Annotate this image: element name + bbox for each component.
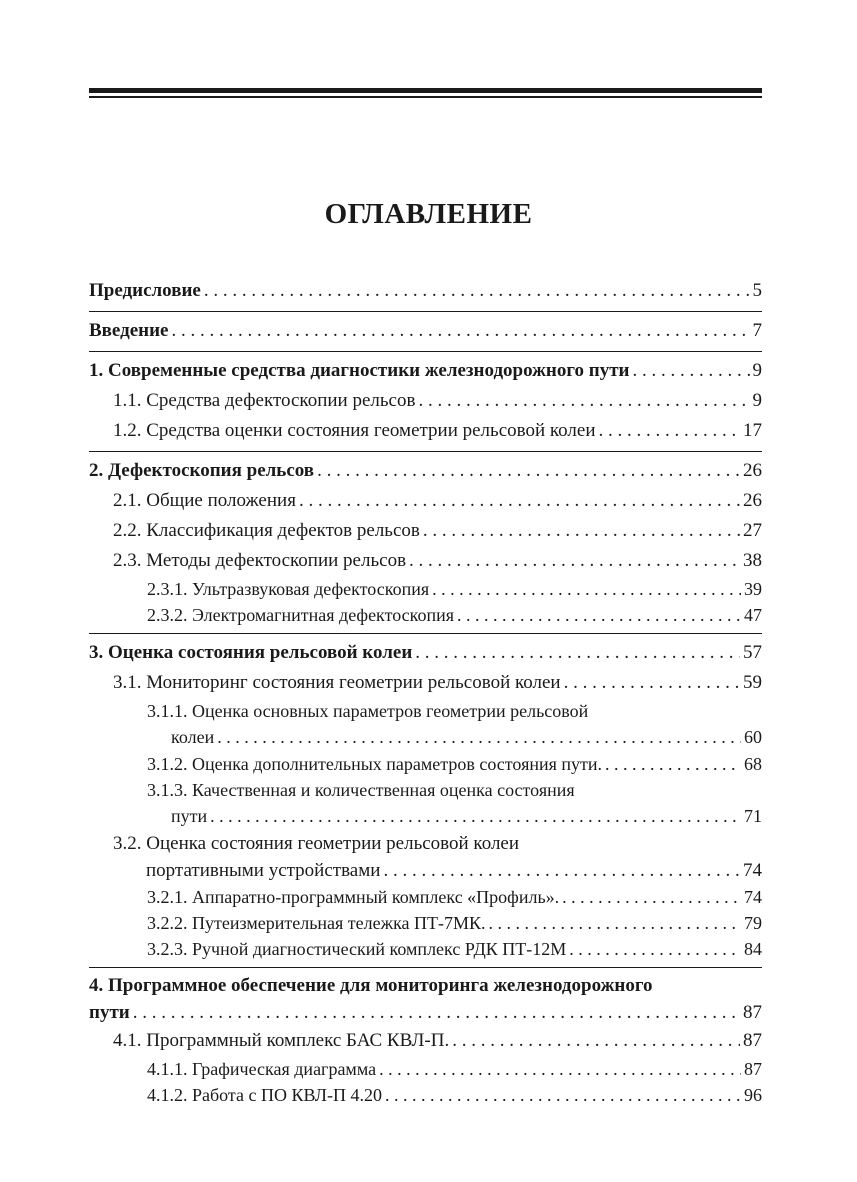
toc-page-number: 9 — [752, 360, 762, 381]
toc-entry-title: 3.2.3. Ручной диагностический комплекс РДК ПТ-12М — [147, 939, 567, 959]
toc-section — [89, 272, 762, 312]
toc-page-number: 84 — [744, 939, 762, 959]
dot-leader — [599, 416, 741, 446]
toc-entry[interactable] — [89, 638, 762, 668]
toc-entry-title: 3.2.2. Путеизмерительная тележка ПТ-7МК. — [147, 913, 486, 933]
dot-leader — [489, 910, 741, 936]
toc-entry-title: 4.1.1. Графическая диаграмма — [147, 1059, 377, 1079]
toc-page-number: 74 — [744, 887, 762, 907]
dot-leader — [423, 516, 740, 546]
dot-leader — [605, 751, 741, 777]
toc-entry[interactable] — [89, 972, 762, 999]
toc-entry-title: 2. Дефектоскопия рельсов — [89, 460, 315, 481]
toc-entry[interactable] — [89, 486, 762, 516]
toc-entry[interactable] — [89, 456, 762, 486]
header-rule-thick — [89, 88, 762, 93]
toc-entry-title: 3.1.1. Оценка основных параметров геометрии рельсовой — [147, 701, 589, 721]
toc-page-number: 96 — [744, 1085, 762, 1105]
dot-leader — [379, 1056, 741, 1082]
toc-entry-continuation[interactable] — [89, 803, 762, 830]
dot-leader — [418, 386, 749, 416]
toc-page-number: 27 — [743, 520, 762, 541]
toc-entry[interactable] — [89, 1082, 762, 1108]
toc-section — [89, 968, 762, 1113]
toc-entry-title: 3.1.3. Качественная и количественная оценка состояния — [147, 780, 575, 800]
toc-page-number: 5 — [752, 280, 762, 301]
toc-entry[interactable] — [89, 936, 762, 962]
toc-entry[interactable] — [89, 386, 762, 416]
toc-entry[interactable] — [89, 416, 762, 446]
toc-entry[interactable] — [89, 698, 762, 724]
dot-leader — [210, 803, 741, 830]
toc-entry[interactable] — [89, 546, 762, 576]
toc-entry-continuation[interactable] — [89, 999, 762, 1026]
dot-leader — [385, 1082, 741, 1108]
toc-entry[interactable] — [89, 884, 762, 910]
toc-entry[interactable] — [89, 602, 762, 628]
toc-entry-title: 4. Программное обеспечение для мониторинга железнодорожного — [89, 975, 653, 996]
toc-page-number: 60 — [744, 727, 762, 747]
toc-entry-title: 1. Современные средства диагностики железнодорожного пути — [89, 360, 630, 381]
toc-entry-title: 3.1.2. Оценка дополнительных параметров состояния пути. — [147, 754, 603, 774]
toc-entry-title: 2.3. Методы дефектоскопии рельсов — [113, 550, 407, 571]
dot-leader — [415, 638, 740, 668]
toc-page-number: 38 — [743, 550, 762, 571]
toc-entry[interactable] — [89, 751, 762, 777]
toc-page-number: 87 — [744, 1059, 762, 1079]
dot-leader — [172, 316, 750, 346]
dot-leader — [562, 884, 741, 910]
toc-entry-continuation[interactable] — [89, 857, 762, 884]
toc-page-number: 74 — [743, 860, 762, 881]
toc-page-number: 47 — [744, 605, 762, 625]
dot-leader — [457, 602, 741, 628]
dot-leader — [317, 456, 740, 486]
toc-section — [89, 634, 762, 968]
toc-entry[interactable] — [89, 316, 762, 346]
toc-entry[interactable] — [89, 276, 762, 306]
toc-entry-title: 2.3.1. Ультразвуковая дефектоскопия — [147, 579, 430, 599]
toc-page-number: 26 — [743, 490, 762, 511]
toc-section — [89, 352, 762, 452]
toc-entry[interactable] — [89, 1026, 762, 1056]
table-of-contents — [89, 272, 762, 1113]
toc-entry[interactable] — [89, 1056, 762, 1082]
toc-entry-title: 2.3.2. Электромагнитная дефектоскопия — [147, 605, 455, 625]
toc-page-number: 79 — [744, 913, 762, 933]
toc-page-number: 59 — [743, 672, 762, 693]
toc-entry-title-continued: пути — [171, 806, 208, 826]
toc-entry[interactable] — [89, 668, 762, 698]
toc-page-number: 57 — [743, 642, 762, 663]
toc-entry-title-continued: портативными устройствами — [146, 860, 381, 881]
dot-leader — [432, 576, 741, 602]
toc-entry-title: Предисловие — [89, 280, 201, 301]
toc-entry-title: 4.1. Программный комплекс БАС КВЛ-П. — [113, 1030, 450, 1051]
dot-leader — [633, 356, 750, 386]
toc-entry-title: 3.1. Мониторинг состояния геометрии рельсовой колеи — [113, 672, 561, 693]
toc-page-number: 71 — [744, 806, 762, 826]
toc-entry-title: 3. Оценка состояния рельсовой колеи — [89, 642, 413, 663]
toc-entry-title: Введение — [89, 320, 169, 341]
toc-page-number: 87 — [743, 1030, 762, 1051]
toc-page-number: 87 — [743, 1002, 762, 1023]
toc-entry-title: 3.2. Оценка состояния геометрии рельсовой колеи — [113, 833, 520, 854]
toc-entry-continuation[interactable] — [89, 724, 762, 751]
toc-entry[interactable] — [89, 576, 762, 602]
toc-section — [89, 312, 762, 352]
dot-leader — [564, 668, 740, 698]
toc-entry-title: 1.2. Средства оценки состояния геометрии рельсовой колеи — [113, 420, 596, 441]
dot-leader — [452, 1026, 740, 1056]
toc-entry-title: 4.1.2. Работа с ПО КВЛ-П 4.20 — [147, 1085, 383, 1105]
toc-page-number: 17 — [743, 420, 762, 441]
dot-leader — [383, 857, 740, 884]
toc-entry-title: 2.1. Общие положения — [113, 490, 296, 511]
toc-entry[interactable] — [89, 910, 762, 936]
toc-page-number: 9 — [752, 390, 762, 411]
dot-leader — [299, 486, 740, 516]
toc-entry-title: 2.2. Классификация дефектов рельсов — [113, 520, 420, 541]
toc-entry[interactable] — [89, 830, 762, 857]
toc-entry-title: 3.2.1. Аппаратно-программный комплекс «Профиль». — [147, 887, 560, 907]
toc-entry[interactable] — [89, 777, 762, 803]
toc-entry[interactable] — [89, 356, 762, 386]
dot-leader — [133, 999, 740, 1026]
header-rule-thin — [89, 96, 762, 98]
dot-leader — [409, 546, 740, 576]
dot-leader — [569, 936, 741, 962]
toc-section — [89, 452, 762, 634]
dot-leader — [217, 724, 741, 751]
toc-page-number: 26 — [743, 460, 762, 481]
toc-page-number: 68 — [744, 754, 762, 774]
toc-page-number: 7 — [752, 320, 762, 341]
toc-entry[interactable] — [89, 516, 762, 546]
dot-leader — [204, 276, 750, 306]
toc-entry-title: 1.1. Средства дефектоскопии рельсов — [113, 390, 416, 411]
toc-entry-title-continued: пути — [89, 1002, 130, 1023]
toc-entry-title-continued: колеи — [171, 727, 215, 747]
page-title: ОГЛАВЛЕНИЕ — [324, 198, 533, 230]
toc-page-number: 39 — [744, 579, 762, 599]
